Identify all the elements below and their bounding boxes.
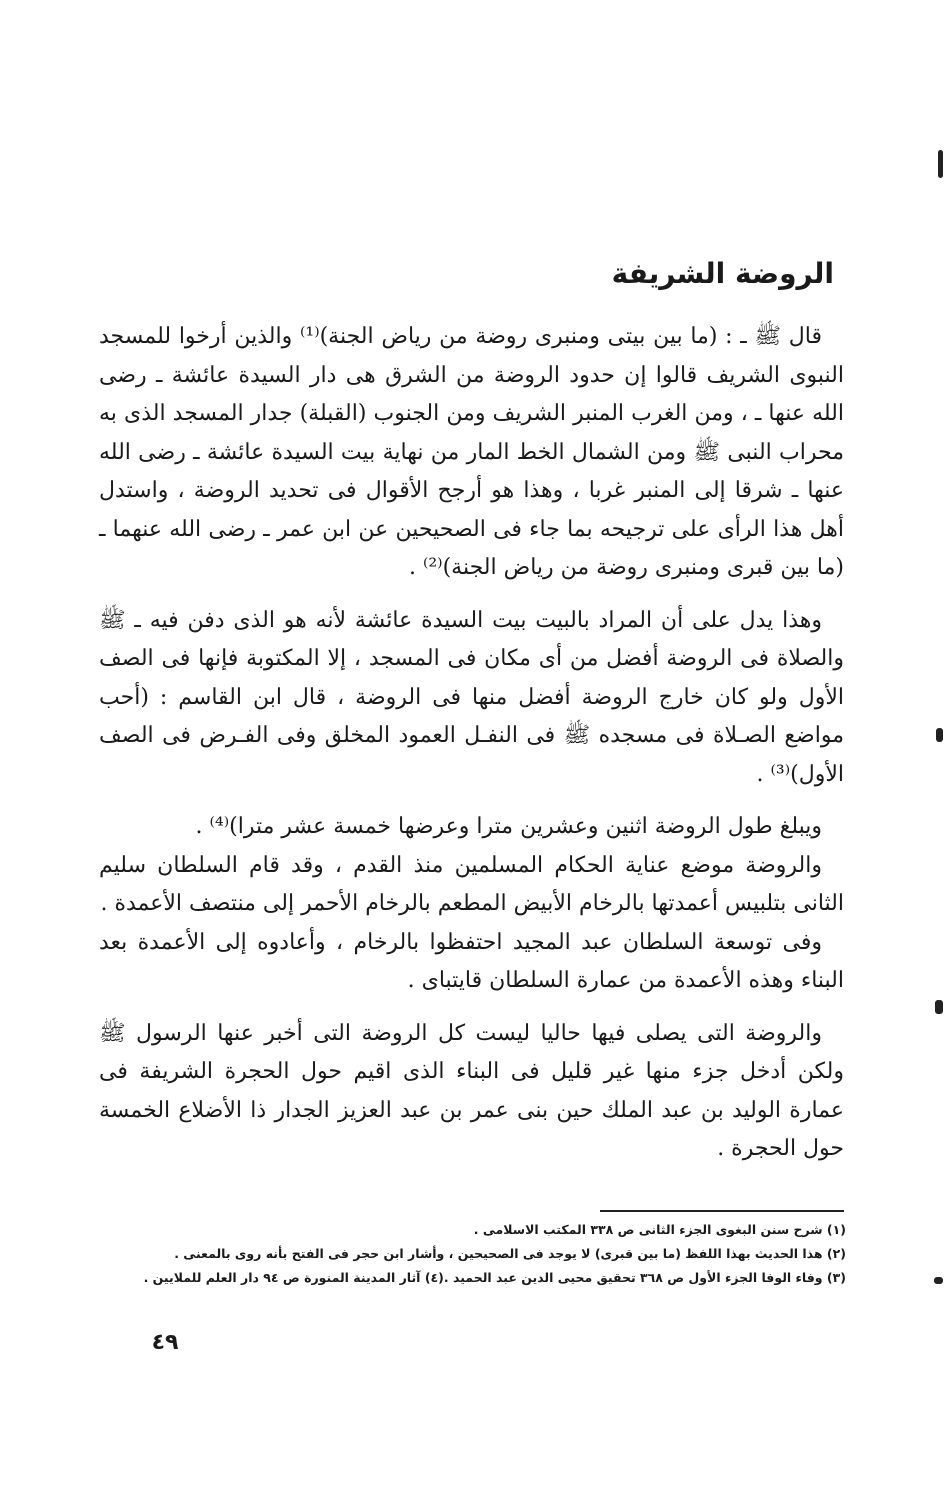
scan-edge-mark [935, 1000, 943, 1014]
page-number: ٤٩ [151, 1330, 179, 1355]
scan-edge-mark [938, 150, 943, 178]
footnote-2: (٢) هذا الحديث بهذا اللفظ (ما بين قبرى) لا يوجد فى الصحيحين ، وأشار ابن حجر فى الفتح بأنه روى بالمعنى . [174, 1246, 846, 1261]
footnote-1: (١) شرح سنن البغوى الجزء الثانى ص ٣٣٨ المكتب الاسلامى . [473, 1222, 846, 1237]
footnote-3: (٣) وفاء الوفا الجزء الأول ص ٣٦٨ تحقيق محيى الدين عبد الحميد .(٤) آثار المدينة المنورة ص ٩٤ دار العلم للملايين . [143, 1270, 846, 1285]
scan-edge-mark [936, 728, 943, 742]
paragraph-2: وهذا يدل على أن المراد بالبيت بيت السيدة عائشة لأنه هو الذى دفن فيه ـ ﷺ والصلاة فى الروضة أفضل من أى مكان فى المسجد ، إلا المكتوبة فإنها فى الصف الأول ولو كان خارج الروضة أفضل منها فى الروضة ، قال ابن القاسم : (أحب مواضع الصـلاة فى مسجده ﷺ فى النفـل العمود المخلق وفى الفـرض فى الصف الأول)⁽³⁾ . [99, 607, 844, 787]
page-title: الروضة الشريفة [611, 257, 834, 290]
paragraph-3: ويبلغ طول الروضة اثنين وعشرين مترا وعرضها خمسة عشر مترا)⁽⁴⁾ . [195, 814, 822, 839]
footnotes [86, 1218, 846, 1290]
paragraph-4: والروضة موضع عناية الحكام المسلمين منذ القدم ، وقد قام السلطان سليم الثانى بتلبيس أعمدتها بالرخام الأبيض المطعم بالرخام الأحمر إلى منتصف الأعمدة . [99, 852, 844, 916]
paragraph-6: والروضة التى يصلى فيها حاليا ليست كل الروضة التى أخبر عنها الرسول ﷺ ولكن أدخل جزء منها غير قليل فى البناء الذى اقيم حول الحجرة الشريفة فى عمارة الوليد بن عبد الملك حين بنى عمر بن عبد العزيز الجدار ذا الأضلاع الخمسة حول الحجرة . [99, 1020, 844, 1161]
scan-edge-mark [934, 1277, 943, 1284]
footnote-divider [600, 1210, 844, 1212]
paragraph-1: قال ﷺ ـ : (ما بين بيتى ومنبرى روضة من رياض الجنة)⁽¹⁾ والذين أرخوا للمسجد النبوى الشريف قالوا إن حدود الروضة من الشرق هى دار السيدة عائشة ـ رضى الله عنها ـ ، ومن الغرب المنبر الشريف ومن الجنوب (القبلة) جدار المسجد الذى به محراب النبى ﷺ ومن الشمال الخط المار من نهاية بيت السيدة عائشة ـ رضى الله عنها ـ شرقا إلى المنبر غربا ، وهذا هو أرجح الأقوال فى تحديد الروضة ، واستدل أهل هذا الرأى على ترجيحه بما جاء فى الصحيحين عن ابن عمر ـ رضى الله عنهما ـ (ما بين قبرى ومنبرى روضة من رياض الجنة)⁽²⁾ . [99, 324, 844, 580]
paragraph-5: وفى توسعة السلطان عبد المجيد احتفظوا بالرخام ، وأعادوه إلى الأعمدة بعد البناء وهذه الأعمدة من عمارة السلطان قايتباى . [99, 929, 844, 993]
body-text [99, 318, 844, 1169]
